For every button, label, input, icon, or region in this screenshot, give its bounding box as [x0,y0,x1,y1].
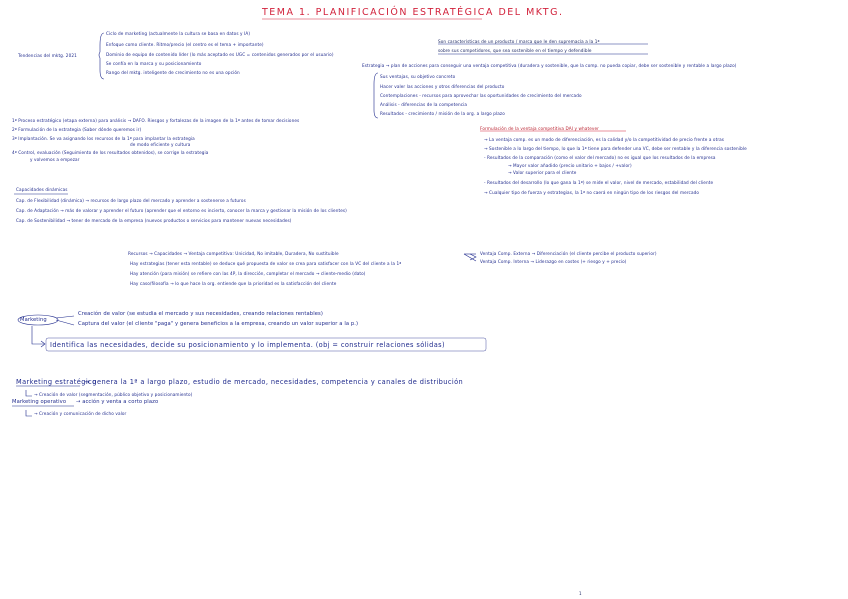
formulacion-heading: Formulación de la ventaja competitiva DAI y whatever [480,126,599,131]
recursos-item: Hay atención (para misión) se refiere con las 4P, la dirección, completar el mercado → cliente-medio (dato) [130,271,366,276]
tendencias-item: Rango del mktg. inteligente de crecimiento no es una opción [106,70,240,75]
page-number: 1 [579,591,582,596]
estrategia-item: Sus ventajas, su objetivo concreto [380,74,456,79]
mkt-operativo-sub: → Creación y comunicación de dicho valor [34,411,127,416]
marketing-label: Marketing [20,317,47,323]
formulacion-item: → Valor superior para el cliente [508,170,577,175]
mkt-estrategico-label: Marketing estratégico [16,378,97,386]
pasos-item: y volvemos a empezar [30,157,80,162]
marketing-creacion: Creación de valor (se estudia el mercado y sus necesidades, creando relaciones rentables) [78,311,323,317]
estrategia-item: Análisis - diferencias de la competencia [380,102,468,107]
tendencias-label: Tendencias del mktg. 2021 [18,53,77,58]
formulacion-item: → Sostenible a lo largo del tiempo, lo que la 1ª tiene para defender una VC, debe ser rentable y la diferencia sostenible [484,146,747,151]
marketing-down-arrow [32,326,44,344]
pasos-item: 2ª Formulación de la estrategia (Saber dónde queremos ir) [12,127,142,132]
page-title: TEMA 1. PLANIFICACIÓN ESTRATÉGICA DEL MKTG. [262,7,564,18]
tendencias-item: Se confía en la marca y su posicionamiento [106,61,202,66]
mkt-operativo-line: → acción y venta a corto plazo [76,399,159,405]
estrategia-item: Hacer valer las acciones y otros diferencias del producto [380,84,505,89]
capacidades-item: Cap. de Flexibilidad (dinámica) → recursos de largo plazo del mercado y aprender a sostenerse a futuros [16,198,246,203]
marketing-arrow-top [56,316,74,318]
marketing-arrow-bottom [56,320,74,325]
capacidades-item: Cap. de Adaptación → más de valorar y aprender el futuro (aprender que el entorno es incierto, conocer la marca y gestionar la misión de los clientes) [16,208,347,213]
ventajas-definition-line-1: Son características de un producto / marca que le den supremacía a la 1ª [438,39,600,44]
formulacion-item: → Mayor valor añadido (precio unitario + bajos / +valor) [508,163,632,168]
pasos-item: de modo eficiente y cultura [130,142,191,147]
capacidades-item: Cap. de Sostenibilidad → tener de mercado de la empresa (nuevos productos o servicios para mantener nuevas necesidades) [16,218,292,223]
pasos-item: 3ª Implantación. Se va asignando los recursos de la 1ª para implantar la estrategia [12,136,195,141]
tendencias-item: Enfoque como cliente. Ritmo/precio (el centro es el tema + importante) [106,42,264,47]
formulacion-item: → Cualquier tipo de fuerza y estrategias, la 1ª no caerá en ningún tipo de los riesgos del mercado [484,190,700,195]
mkt-operativo-sub-arrow [26,410,32,416]
mkt-estrategico-line: → genera la 1ª a largo plazo, estudio de mercado, necesidades, competencia y canales de distribución [84,378,464,386]
ventajas-definition-line-2: sobre sus competidores, que sea sostenible en el tiempo y defendible [438,48,592,53]
brace-estrategia [374,73,378,118]
ventaja-externa: Ventaja Comp. Externa → Diferenciación (el cliente percibe el producto superior) [480,251,657,256]
capacidades-heading: Capacidades dinámicas [16,187,68,192]
tendencias-item: Dominio de equipo de contenido líder (lo más aceptado es UGC = contenidos generados por el usuario) [106,52,334,57]
marketing-identifica: Identifica las necesidades, decide su posicionamiento y lo implementa. (obj = construir relaciones sólidas) [50,341,445,349]
pasos-item: 4ª Control, evaluación (Seguimiento de los resultados obtenidos), se corrige la estrategia [12,150,209,155]
recursos-item: Hay caso/filosofía → lo que hace la org. entiende que la prioridad es la satisfacción del cliente [130,281,337,286]
estrategia-item: Resultados - crecimiento / misión de la org. a largo plazo [380,111,505,116]
ventaja-interna: Ventaja Comp. Interna → Liderazgo en costes (+ riesgo y + precio) [480,259,627,264]
estrategia-item: Contemplaciones - recursos para aprovechar las oportunidades de crecimiento del mercado [380,93,582,98]
marketing-captura: Captura del valor (el cliente "paga" y genera beneficios a la empresa, creando un valor superior a la p.) [78,321,359,327]
recursos-chain: Recursos → Capacidades → Ventaja competitiva: Unicidad, No imitable, Duradera, No sustituible [128,251,339,256]
mkt-operativo-label: Marketing operativo [12,399,67,405]
pasos-item: 1ª Proceso estratégico (etapa externa) para análisis → DAFO. Riesgos y fortalezas de la imagen de la 1ª antes de tomar decisiones [12,118,300,123]
brace-tendencias [99,33,104,79]
mkt-estrategico-sub: → Creación de valor (segmentación, público objetivo y posicionamiento) [34,392,193,397]
formulacion-item: → La ventaja comp. es un modo de diferenciación, es la calidad y/o la competitividad de precio frente a otras [484,137,725,142]
recursos-item: Hay estrategias (tener esta rentable) se deduce qué propuesta de valor se crea para satisfacer con la VC del cliente a la 1ª [130,261,402,266]
mkt-estrategico-sub-arrow [26,390,32,396]
estrategia-definition: Estrategia → plan de acciones para conseguir una ventaja competitiva (duradera y sostenible, que la comp. no pueda copiar, debe ser sostenible y rentable a largo plazo) [362,63,737,68]
tendencias-item: Ciclo de marketing (actualmente la cultura se basa en datos y IA) [106,31,251,36]
formulacion-item: - Resultados de la comparación (como el valor del mercado) no es igual que los resultados de la empresa [484,155,716,160]
formulacion-item: - Resultados del desarrollo (lo que gana la 1ª) se mide el valor, nivel de mercado, estabilidad del cliente [484,180,714,185]
